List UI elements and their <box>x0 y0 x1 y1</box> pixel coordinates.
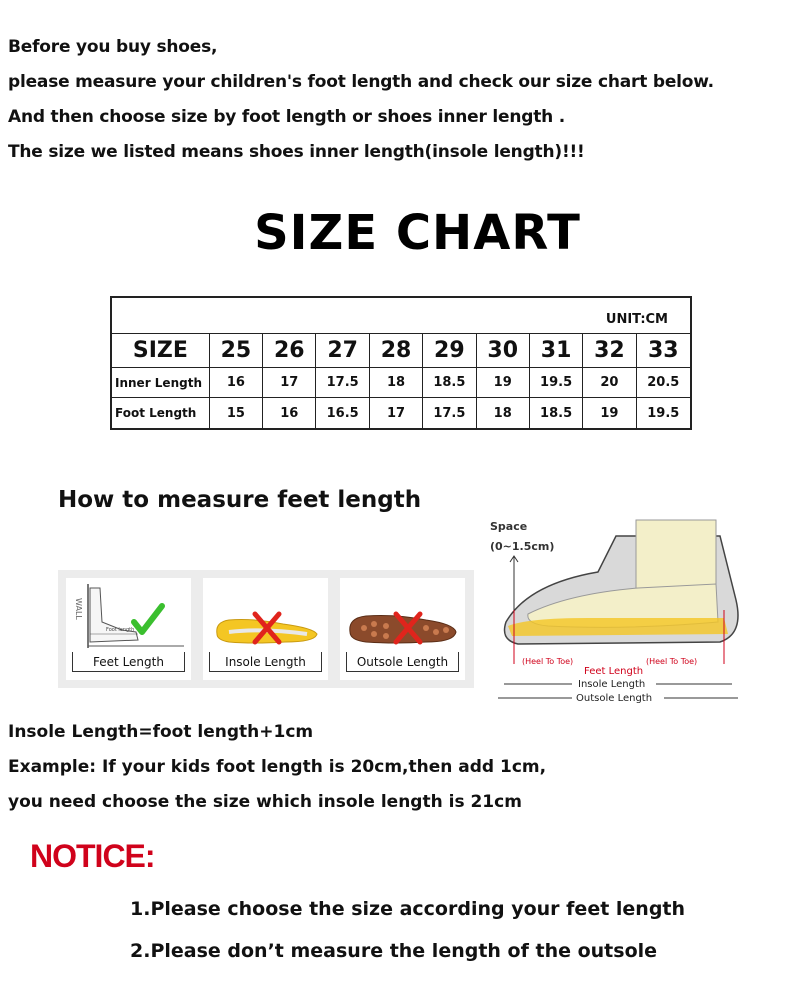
size-cell: 27 <box>316 334 369 367</box>
insole-formula-text <box>8 715 546 820</box>
insole-line-3: you need choose the size which insole length is 21cm <box>8 792 522 812</box>
table-cell: 16 <box>263 398 316 428</box>
insole-line-1: Insole Length=foot length+1cm <box>8 722 314 742</box>
shoe-cross-section-diagram <box>488 514 760 706</box>
notice-item-2: 2.Please don’t measure the length of the outsole <box>130 940 658 962</box>
insole-line-2: Example: If your kids foot length is 20cm,then add 1cm, <box>8 757 547 777</box>
table-cell: 18.5 <box>530 398 583 428</box>
intro-text <box>8 30 793 170</box>
table-row-foot-length <box>112 398 690 428</box>
table-cell: 17.5 <box>423 398 476 428</box>
table-cell: 19 <box>583 398 636 428</box>
notice-list <box>130 888 685 972</box>
diagram-outsole-length-label: Outsole Length <box>576 693 653 704</box>
space-range-label: (0~1.5cm) <box>490 540 555 553</box>
size-cell: 33 <box>647 338 679 363</box>
table-cell: 19.5 <box>530 368 583 397</box>
outsole-illustration <box>340 578 465 658</box>
outsole-length-panel <box>340 578 465 680</box>
foot-measure-illustration <box>66 578 191 658</box>
diagram-feet-length-label: Feet Length <box>584 666 644 677</box>
size-cell: 32 <box>583 334 636 367</box>
feet-length-panel <box>66 578 191 680</box>
size-cell: 26 <box>263 334 316 367</box>
intro-line-3: And then choose size by foot length or shoes inner length . <box>8 107 566 127</box>
shoe-diagram-illustration <box>488 514 760 706</box>
size-chart-table <box>110 296 692 430</box>
size-chart-title: SIZE CHART <box>254 205 581 261</box>
row-label: Inner Length <box>112 368 210 397</box>
insole-illustration <box>203 578 328 658</box>
table-cell: 19.5 <box>647 405 680 421</box>
outsole-length-caption: Outsole Length <box>346 652 459 672</box>
how-to-measure-title: How to measure feet length <box>58 487 422 513</box>
size-cell: 29 <box>423 334 476 367</box>
table-row-sizes <box>112 334 690 368</box>
row-label: Foot Length <box>112 398 210 428</box>
ruler-label: Foot length <box>106 627 135 633</box>
heel-to-toe-left-label: (Heel To Toe) <box>522 657 574 666</box>
insole-length-panel <box>203 578 328 680</box>
table-row-inner-length <box>112 368 690 398</box>
table-cell: 17.5 <box>316 368 369 397</box>
unit-label: UNIT:CM <box>605 312 668 327</box>
size-cell: 31 <box>530 334 583 367</box>
table-cell: 16 <box>210 368 263 397</box>
intro-line-4: The size we listed means shoes inner length(insole length)!!! <box>8 142 585 162</box>
table-cell: 20.5 <box>647 375 680 390</box>
intro-line-1: Before you buy shoes, <box>8 37 218 57</box>
size-header: SIZE <box>112 334 210 367</box>
size-cell: 25 <box>210 334 263 367</box>
space-label: Space <box>490 520 528 533</box>
diagram-insole-length-label: Insole Length <box>578 679 646 690</box>
table-cell: 18 <box>370 368 423 397</box>
table-cell: 15 <box>210 398 263 428</box>
table-cell: 17 <box>263 368 316 397</box>
notice-title: NOTICE: <box>30 838 155 874</box>
wall-label: WALL <box>74 598 83 620</box>
table-cell: 20 <box>583 368 636 397</box>
check-icon <box>134 606 162 632</box>
table-cell: 18.5 <box>423 368 476 397</box>
table-cell: 16.5 <box>316 398 369 428</box>
insole-length-caption: Insole Length <box>209 652 322 672</box>
measure-panels <box>58 570 474 688</box>
notice-item-1: 1.Please choose the size according your feet length <box>130 898 686 920</box>
intro-line-2: please measure your children's foot length and check our size chart below. <box>8 72 714 92</box>
feet-length-caption: Feet Length <box>72 652 185 672</box>
size-cell: 30 <box>477 334 530 367</box>
table-cell: 19 <box>477 368 530 397</box>
table-cell: 18 <box>477 398 530 428</box>
size-cell: 28 <box>370 334 423 367</box>
unit-row <box>112 298 690 334</box>
heel-to-toe-right-label: (Heel To Toe) <box>646 657 698 666</box>
table-cell: 17 <box>370 398 423 428</box>
